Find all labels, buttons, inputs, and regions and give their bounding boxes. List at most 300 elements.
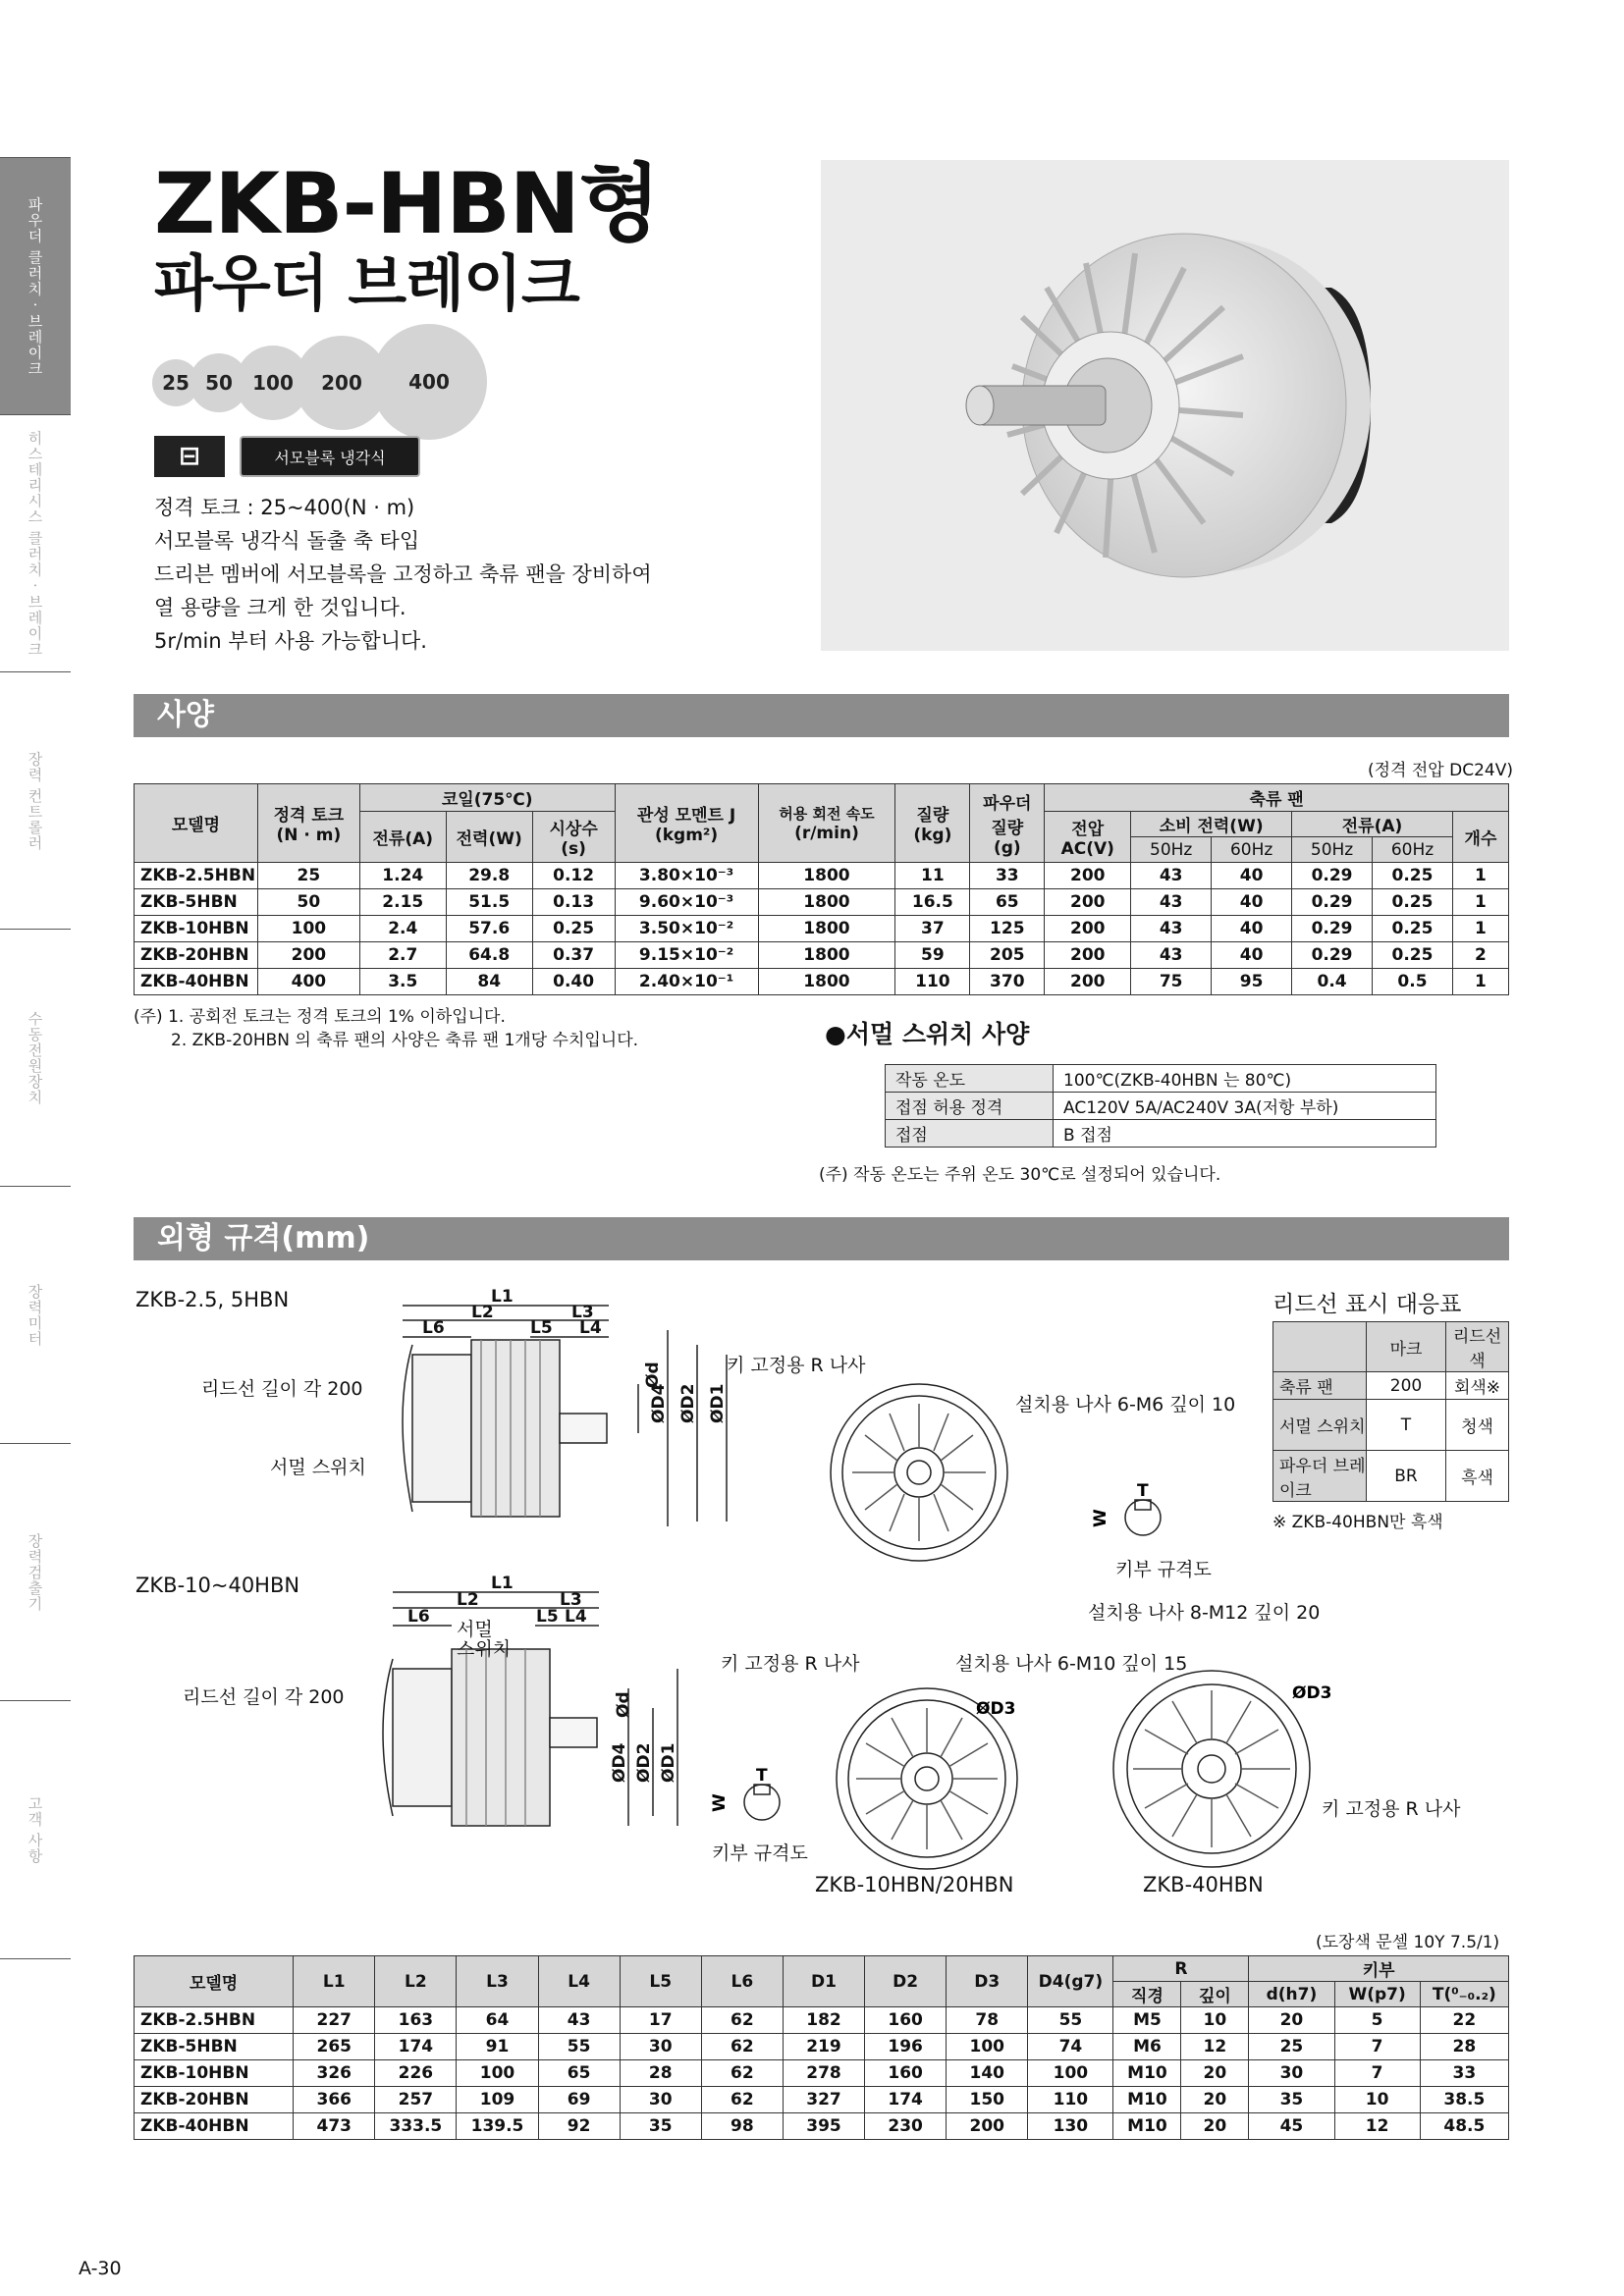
spec-cell-torque: 100 — [257, 916, 359, 942]
side-tab-tension-meter[interactable] — [0, 1186, 71, 1444]
lead-color: 회색※ — [1446, 1372, 1509, 1400]
dim-L3: L3 — [571, 1303, 594, 1322]
drawing2-front-view — [829, 1681, 1025, 1877]
page-subtitle: 파우더 브레이크 — [154, 247, 579, 319]
spec-cell-v: 200 — [1045, 942, 1131, 969]
dth-L4: L4 — [538, 1956, 620, 2007]
th-fan-power: 소비 전력(W) — [1131, 812, 1292, 837]
dth-L5: L5 — [620, 1956, 701, 2007]
dim-cell-model: ZKB-20HBN — [135, 2087, 294, 2113]
spec-cell-a60: 0.25 — [1373, 863, 1453, 889]
spec-cell-inertia: 3.50×10⁻² — [615, 916, 758, 942]
spec-cell-speed: 1800 — [758, 889, 895, 916]
th-coil: 코일(75℃) — [359, 784, 615, 812]
dim-cell-D2: 196 — [865, 2034, 947, 2060]
spec-cell-current: 1.24 — [359, 863, 446, 889]
dim-cell-L2: 163 — [375, 2007, 457, 2034]
spec-cell-w50: 75 — [1131, 969, 1212, 995]
dim-d: Ød — [643, 1362, 663, 1388]
spec-cell-powder: 205 — [970, 942, 1045, 969]
mount-screw-label-2: 설치용 나사 6-M10 깊이 15 — [955, 1653, 1188, 1675]
spec-cell-power: 64.8 — [446, 942, 532, 969]
dim-cell-Rp: 20 — [1181, 2060, 1249, 2087]
spec-cell-v: 200 — [1045, 916, 1131, 942]
dim-W: W — [1091, 1509, 1110, 1527]
dim-cell-d: 45 — [1249, 2113, 1334, 2140]
dim-cell-D2: 160 — [865, 2007, 947, 2034]
th-50hz: 50Hz — [1131, 837, 1212, 863]
spec-cell-current: 2.4 — [359, 916, 446, 942]
spec-cell-torque: 400 — [257, 969, 359, 995]
dim-L4: L4 — [565, 1607, 587, 1627]
spec-cell-inertia: 9.60×10⁻³ — [615, 889, 758, 916]
spec-cell-model: ZKB-40HBN — [135, 969, 258, 995]
spec-cell-powder: 370 — [970, 969, 1045, 995]
th-fan-current: 전류(A) — [1292, 812, 1453, 837]
sw-key: 접점 허용 정격 — [886, 1093, 1054, 1120]
spec-cell-a50: 0.29 — [1292, 889, 1373, 916]
dim-cell-L2: 174 — [375, 2034, 457, 2060]
dim-cell-T: 28 — [1420, 2034, 1508, 2060]
desc-line: 서모블록 냉각식 돌출 축 타입 — [154, 529, 420, 553]
dim-cell-Rd: M10 — [1113, 2113, 1181, 2140]
dim-cell-D2: 174 — [865, 2087, 947, 2113]
dth-L1: L1 — [294, 1956, 375, 2007]
th-power: 전력(W) — [446, 812, 532, 863]
spec-cell-speed: 1800 — [758, 969, 895, 995]
dth-L2: L2 — [375, 1956, 457, 2007]
lead-mark: 200 — [1367, 1372, 1446, 1400]
dim-cell-L2: 226 — [375, 2060, 457, 2087]
spec-cell-tc: 0.37 — [532, 942, 615, 969]
desc-line: 열 용량을 크게 한 것입니다. — [154, 596, 406, 619]
sw-value: 100℃(ZKB-40HBN 는 80℃) — [1054, 1065, 1436, 1093]
th-voltage: 전압 AC(V) — [1045, 812, 1131, 863]
size-badge: 50 — [189, 353, 248, 412]
dim-cell-T: 48.5 — [1420, 2113, 1508, 2140]
size-badge: 100 — [236, 346, 310, 420]
spec-cell-a60: 0.25 — [1373, 889, 1453, 916]
dim-cell-model: ZKB-10HBN — [135, 2060, 294, 2087]
dim-cell-D1: 278 — [783, 2060, 864, 2087]
dim-cell-L3: 100 — [457, 2060, 538, 2087]
spec-cell-tc: 0.12 — [532, 863, 615, 889]
drawing1-front-view — [821, 1374, 1017, 1571]
dim-cell-L3: 139.5 — [457, 2113, 538, 2140]
desc-line: 5r/min 부터 사용 가능합니다. — [154, 629, 427, 653]
spec-cell-inertia: 2.40×10⁻¹ — [615, 969, 758, 995]
spec-cell-torque: 200 — [257, 942, 359, 969]
lead-th-mark: 마크 — [1367, 1322, 1446, 1372]
dim-cell-D4: 100 — [1028, 2060, 1113, 2087]
spec-cell-model: ZKB-5HBN — [135, 889, 258, 916]
dim-L6: L6 — [422, 1318, 445, 1338]
dim-cell-D2: 230 — [865, 2113, 947, 2140]
spec-cell-a50: 0.29 — [1292, 863, 1373, 889]
dim-D3: ØD3 — [976, 1699, 1016, 1719]
dim-cell-Rp: 12 — [1181, 2034, 1249, 2060]
lead-table-title: 리드선 표시 대응표 — [1272, 1292, 1462, 1317]
dim-row — [135, 2060, 1509, 2087]
spec-cell-current: 3.5 — [359, 969, 446, 995]
dth-D4: D4(g7) — [1028, 1956, 1113, 2007]
th-time-const: 시상수 (s) — [532, 812, 615, 863]
drawing1-side-view — [373, 1286, 785, 1571]
dth-W: W(p7) — [1334, 1982, 1420, 2007]
thermal-switch-label: 서멀 스위치 — [270, 1457, 366, 1478]
rated-voltage-note: (정격 전압 DC24V) — [1368, 761, 1513, 780]
dim-cell-L6: 62 — [701, 2007, 783, 2034]
spec-cell-n: 1 — [1452, 969, 1508, 995]
side-tab-label: 고객 사항 — [26, 1795, 44, 1864]
dim-T: T — [756, 1766, 768, 1786]
dim-cell-W: 10 — [1334, 2087, 1420, 2113]
dim-T: T — [1137, 1481, 1149, 1501]
spec-cell-inertia: 9.15×10⁻² — [615, 942, 758, 969]
spec-cell-w60: 40 — [1212, 863, 1292, 889]
dth-model: 모델명 — [135, 1956, 294, 2007]
product-photo — [821, 160, 1509, 651]
spec-row — [135, 863, 1509, 889]
spec-cell-n: 1 — [1452, 863, 1508, 889]
th-speed: 허용 회전 속도 (r/min) — [758, 784, 895, 863]
th-inertia: 관성 모멘트 J (kgm²) — [615, 784, 758, 863]
spec-cell-power: 57.6 — [446, 916, 532, 942]
spec-cell-powder: 125 — [970, 916, 1045, 942]
size-badge: 400 — [371, 324, 487, 440]
dim-cell-D4: 130 — [1028, 2113, 1113, 2140]
dim-D1: ØD1 — [708, 1383, 728, 1423]
dim-cell-L5: 30 — [620, 2034, 701, 2060]
spec-cell-w50: 43 — [1131, 863, 1212, 889]
dim-cell-L1: 326 — [294, 2060, 375, 2087]
dim-d: Ød — [614, 1691, 633, 1718]
spec-cell-a50: 0.29 — [1292, 916, 1373, 942]
spec-cell-a60: 0.25 — [1373, 942, 1453, 969]
thermal-switch-label-2 — [457, 1620, 511, 1659]
th-model: 모델명 — [135, 784, 258, 863]
spec-cell-model: ZKB-20HBN — [135, 942, 258, 969]
dim-cell-Rd: M6 — [1113, 2034, 1181, 2060]
dim-cell-T: 33 — [1420, 2060, 1508, 2087]
side-tab-tension-detector[interactable] — [0, 1443, 71, 1701]
spec-cell-v: 200 — [1045, 863, 1131, 889]
dim-cell-L6: 62 — [701, 2087, 783, 2113]
dim-cell-L3: 91 — [457, 2034, 538, 2060]
spec-cell-v: 200 — [1045, 889, 1131, 916]
dim-cell-W: 7 — [1334, 2034, 1420, 2060]
mount-screw-label-3: 설치용 나사 8-M12 깊이 20 — [1088, 1602, 1321, 1624]
spec-cell-power: 51.5 — [446, 889, 532, 916]
th-50hz: 50Hz — [1292, 837, 1373, 863]
thermal-switch-title: ●서멀 스위치 사양 — [825, 1020, 1030, 1048]
desc-line: 드리븐 멤버에 서모블록을 고정하고 축류 팬을 장비하여 — [154, 562, 652, 586]
dim-cell-Rd: M10 — [1113, 2060, 1181, 2087]
spec-cell-torque: 50 — [257, 889, 359, 916]
spec-note: (주) 1. 공회전 토크는 정격 토크의 1% 이하입니다. — [134, 1007, 506, 1027]
dim-cell-Rp: 10 — [1181, 2007, 1249, 2034]
drawing2-side-view — [353, 1571, 717, 1855]
dim-cell-D1: 395 — [783, 2113, 864, 2140]
spec-cell-w60: 40 — [1212, 916, 1292, 942]
dim-L3: L3 — [560, 1590, 582, 1610]
dim-D2: ØD2 — [678, 1383, 698, 1423]
dim-D4: ØD4 — [649, 1383, 669, 1423]
dim-cell-L3: 109 — [457, 2087, 538, 2113]
spec-cell-speed: 1800 — [758, 916, 895, 942]
key-screw-label: 키 고정용 R 나사 — [727, 1355, 866, 1376]
lead-table-note: ※ ZKB-40HBN만 흑색 — [1272, 1513, 1443, 1532]
spec-cell-w60: 40 — [1212, 942, 1292, 969]
lead-name: 파우더 브레이크 — [1273, 1451, 1367, 1502]
side-tab-tension-controller[interactable] — [0, 671, 71, 930]
dim-D1: ØD1 — [659, 1742, 678, 1783]
spec-cell-model: ZKB-2.5HBN — [135, 863, 258, 889]
drawing1-label: ZKB-2.5, 5HBN — [135, 1288, 290, 1311]
dim-cell-D1: 182 — [783, 2007, 864, 2034]
lead-name: 축류 팬 — [1273, 1372, 1367, 1400]
side-tab-customer[interactable] — [0, 1700, 71, 1959]
spec-cell-tc: 0.13 — [532, 889, 615, 916]
dim-cell-d: 25 — [1249, 2034, 1334, 2060]
spec-cell-mass: 59 — [895, 942, 970, 969]
lead-mark: BR — [1367, 1451, 1446, 1502]
dim-cell-W: 12 — [1334, 2113, 1420, 2140]
dim-cell-L1: 227 — [294, 2007, 375, 2034]
spec-cell-n: 2 — [1452, 942, 1508, 969]
dim-cell-D1: 327 — [783, 2087, 864, 2113]
dim-cell-D4: 55 — [1028, 2007, 1113, 2034]
dim-cell-D3: 200 — [947, 2113, 1028, 2140]
dim-cell-L4: 92 — [538, 2113, 620, 2140]
dim-cell-L2: 257 — [375, 2087, 457, 2113]
dim-cell-d: 30 — [1249, 2060, 1334, 2087]
dim-L2: L2 — [457, 1590, 479, 1610]
dim-cell-T: 38.5 — [1420, 2087, 1508, 2113]
key-screw-label-3: 키 고정용 R 나사 — [1322, 1798, 1461, 1820]
dim-cell-d: 20 — [1249, 2007, 1334, 2034]
th-60hz: 60Hz — [1212, 837, 1292, 863]
dth-R: R — [1113, 1956, 1249, 1982]
dim-row — [135, 2007, 1509, 2034]
dim-cell-L4: 43 — [538, 2007, 620, 2034]
dim-cell-D3: 150 — [947, 2087, 1028, 2113]
dim-L5: L5 — [530, 1318, 553, 1338]
side-tab-hysteresis[interactable] — [0, 414, 71, 672]
dim-cell-W: 5 — [1334, 2007, 1420, 2034]
dim-cell-L5: 17 — [620, 2007, 701, 2034]
dim-cell-Rd: M5 — [1113, 2007, 1181, 2034]
lead-name: 서멀 스위치 — [1273, 1400, 1367, 1451]
dimension-table — [134, 1955, 1509, 2140]
dim-cell-L6: 62 — [701, 2034, 783, 2060]
lead-table — [1272, 1321, 1509, 1502]
dim-cell-D4: 74 — [1028, 2034, 1113, 2060]
spec-cell-a50: 0.29 — [1292, 942, 1373, 969]
lead-length-label: 리드선 길이 각 200 — [201, 1378, 363, 1400]
key-detail-label-2: 키부 규격도 — [712, 1842, 808, 1864]
spec-cell-n: 1 — [1452, 916, 1508, 942]
side-tab-label: 장력 컨트롤러 — [26, 751, 44, 851]
dim-cell-Rp: 20 — [1181, 2087, 1249, 2113]
lead-th-color: 리드선 색 — [1446, 1322, 1509, 1372]
dim-row — [135, 2113, 1509, 2140]
dim-cell-model: ZKB-2.5HBN — [135, 2007, 294, 2034]
dim-L4: L4 — [579, 1318, 602, 1338]
thermal-switch-table — [885, 1064, 1436, 1148]
dth-d: d(h7) — [1249, 1982, 1334, 2007]
size-badge: 25 — [152, 359, 199, 406]
spec-cell-a60: 0.5 — [1373, 969, 1453, 995]
key-screw-label-2: 키 고정용 R 나사 — [721, 1653, 860, 1675]
dim-cell-L1: 265 — [294, 2034, 375, 2060]
dim-L1: L1 — [491, 1574, 514, 1593]
drawing2-label: ZKB-10~40HBN — [135, 1574, 300, 1597]
dim-L5: L5 — [536, 1607, 559, 1627]
spec-cell-current: 2.15 — [359, 889, 446, 916]
side-tab-label: 장력검출기 — [26, 1533, 44, 1612]
dim-D4: ØD4 — [610, 1742, 629, 1783]
size-badge: 200 — [295, 336, 389, 430]
spec-cell-mass: 37 — [895, 916, 970, 942]
th-60hz: 60Hz — [1373, 837, 1453, 863]
page-number: A-30 — [79, 2258, 122, 2279]
side-tab-manual-power[interactable] — [0, 929, 71, 1187]
dth-R-depth: 깊이 — [1181, 1982, 1249, 2007]
dth-R-dia: 직경 — [1113, 1982, 1181, 2007]
dim-L1: L1 — [491, 1287, 514, 1307]
spec-row — [135, 969, 1509, 995]
key-detail-drawing-1 — [1088, 1482, 1196, 1551]
spec-cell-mass: 11 — [895, 863, 970, 889]
dim-L2: L2 — [471, 1303, 494, 1322]
spec-table — [134, 783, 1509, 995]
dim-W: W — [710, 1793, 730, 1812]
sw-value: AC120V 5A/AC240V 3A(저항 부하) — [1054, 1093, 1436, 1120]
dim-cell-model: ZKB-5HBN — [135, 2034, 294, 2060]
dim-cell-L5: 35 — [620, 2113, 701, 2140]
spec-cell-v: 200 — [1045, 969, 1131, 995]
spec-cell-tc: 0.40 — [532, 969, 615, 995]
dim-cell-D3: 78 — [947, 2007, 1028, 2034]
dim-cell-T: 22 — [1420, 2007, 1508, 2034]
dim-cell-W: 7 — [1334, 2060, 1420, 2087]
th-fan: 축류 팬 — [1045, 784, 1509, 812]
section-spec-header: 사양 — [134, 694, 1509, 737]
cooling-icon: ⊟ — [154, 436, 225, 477]
dim-L6: L6 — [407, 1607, 430, 1627]
front-view-label-1: ZKB-10HBN/20HBN — [815, 1873, 1014, 1896]
dth-L6: L6 — [701, 1956, 783, 2007]
spec-cell-tc: 0.25 — [532, 916, 615, 942]
dim-cell-Rp: 20 — [1181, 2113, 1249, 2140]
spec-cell-speed: 1800 — [758, 863, 895, 889]
spec-cell-mass: 16.5 — [895, 889, 970, 916]
dth-key: 키부 — [1249, 1956, 1509, 1982]
dim-D3: ØD3 — [1292, 1683, 1332, 1703]
spec-cell-w60: 40 — [1212, 889, 1292, 916]
dim-cell-L5: 30 — [620, 2087, 701, 2113]
dim-cell-L4: 55 — [538, 2034, 620, 2060]
dim-cell-L2: 333.5 — [375, 2113, 457, 2140]
th-mass: 질량 (kg) — [895, 784, 970, 863]
dim-cell-Rd: M10 — [1113, 2087, 1181, 2113]
lead-th-empty — [1273, 1322, 1367, 1372]
paint-color-note: (도장색 문셀 10Y 7.5/1) — [1316, 1933, 1500, 1952]
dim-cell-L6: 98 — [701, 2113, 783, 2140]
side-tab-label: 장력미터 — [26, 1284, 44, 1347]
cooling-type-badge: 서모블록 냉각식 — [240, 436, 420, 477]
spec-notes — [134, 1005, 638, 1052]
side-tab-powder[interactable] — [0, 157, 71, 415]
key-detail-label: 키부 규격도 — [1115, 1559, 1212, 1580]
th-powder-mass: 파우더 질량 (g) — [970, 784, 1045, 863]
spec-cell-a50: 0.4 — [1292, 969, 1373, 995]
spec-cell-power: 84 — [446, 969, 532, 995]
th-count: 개수 — [1452, 812, 1508, 863]
front-view-label-2: ZKB-40HBN — [1143, 1873, 1264, 1896]
lead-mark: T — [1367, 1400, 1446, 1451]
dim-cell-model: ZKB-40HBN — [135, 2113, 294, 2140]
dth-L3: L3 — [457, 1956, 538, 2007]
dim-D2: ØD2 — [634, 1742, 654, 1783]
dim-cell-D3: 140 — [947, 2060, 1028, 2087]
spec-cell-model: ZKB-10HBN — [135, 916, 258, 942]
lead-color: 청색 — [1446, 1400, 1509, 1451]
thermal-switch-line: 서멀 — [457, 1619, 493, 1640]
mount-screw-label: 설치용 나사 6-M6 깊이 10 — [1015, 1394, 1236, 1415]
spec-cell-n: 1 — [1452, 889, 1508, 916]
section-dim-header: 외형 규격(mm) — [134, 1217, 1509, 1260]
spec-note: 2. ZKB-20HBN 의 축류 팬의 사양은 축류 팬 1개당 수치입니다. — [171, 1031, 639, 1050]
spec-cell-speed: 1800 — [758, 942, 895, 969]
dth-D1: D1 — [783, 1956, 864, 2007]
dim-cell-D1: 219 — [783, 2034, 864, 2060]
spec-cell-inertia: 3.80×10⁻³ — [615, 863, 758, 889]
dim-cell-D2: 160 — [865, 2060, 947, 2087]
dim-row — [135, 2034, 1509, 2060]
dth-D2: D2 — [865, 1956, 947, 2007]
spec-cell-torque: 25 — [257, 863, 359, 889]
thermal-switch-line: 스위치 — [457, 1638, 512, 1660]
desc-line: 정격 토크 : 25~400(N · m) — [154, 496, 415, 519]
spec-cell-w50: 43 — [1131, 942, 1212, 969]
side-tab-label: 히스테리시스 클러치 · 브레이크 — [26, 430, 44, 658]
dim-cell-D4: 110 — [1028, 2087, 1113, 2113]
dim-cell-L3: 64 — [457, 2007, 538, 2034]
drawing3-front-view — [1104, 1659, 1332, 1875]
sw-key: 접점 — [886, 1120, 1054, 1148]
spec-cell-powder: 33 — [970, 863, 1045, 889]
spec-cell-power: 29.8 — [446, 863, 532, 889]
spec-cell-current: 2.7 — [359, 942, 446, 969]
sw-value: B 접점 — [1054, 1120, 1436, 1148]
spec-cell-w50: 43 — [1131, 889, 1212, 916]
side-tab-label: 수동전원장치 — [26, 1011, 44, 1105]
spec-cell-mass: 110 — [895, 969, 970, 995]
dim-cell-L4: 69 — [538, 2087, 620, 2113]
spec-cell-a60: 0.25 — [1373, 916, 1453, 942]
product-description — [154, 491, 652, 658]
dim-cell-D3: 100 — [947, 2034, 1028, 2060]
lead-color: 흑색 — [1446, 1451, 1509, 1502]
thermal-switch-note: (주) 작동 온도는 주위 온도 30℃로 설정되어 있습니다. — [819, 1165, 1221, 1185]
dth-D3: D3 — [947, 1956, 1028, 2007]
dth-T: T(⁰₋₀.₂) — [1420, 1982, 1508, 2007]
dim-cell-d: 35 — [1249, 2087, 1334, 2113]
brake-illustration — [821, 160, 1509, 651]
spec-cell-w50: 43 — [1131, 916, 1212, 942]
